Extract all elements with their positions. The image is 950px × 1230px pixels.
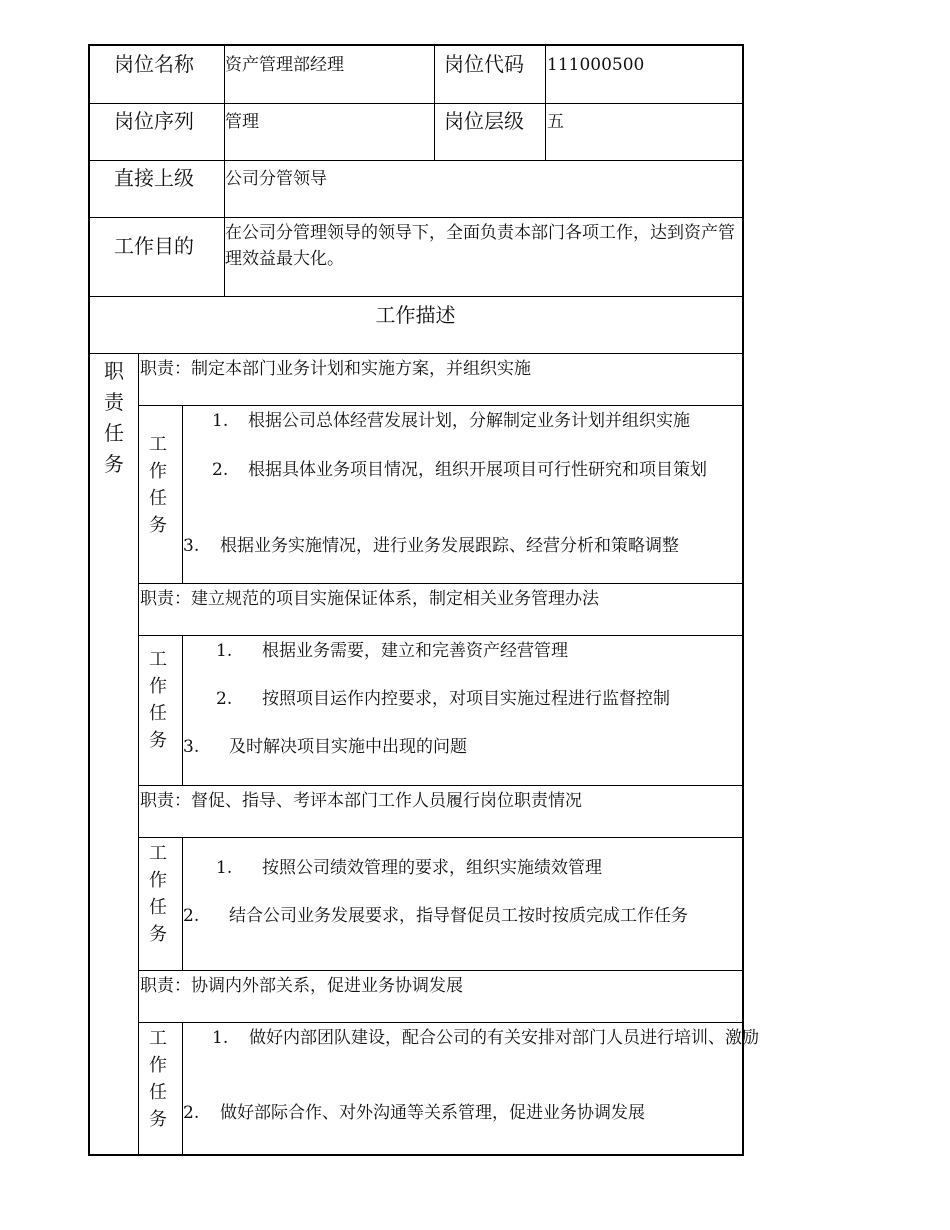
level-label: 岗位层级 (444, 109, 524, 133)
duty-3-title: 职责：督促、指导、考评本部门工作人员履行岗位职责情况 (140, 791, 582, 811)
superior-value: 公司分管领导 (225, 169, 327, 189)
purpose-label: 工作目的 (114, 234, 194, 258)
duty-2-title: 职责：建立规范的项目实施保证体系，制定相关业务管理办法 (140, 589, 599, 609)
position-code-value: 111000500 (547, 55, 645, 75)
position-name-value: 资产管理部经理 (225, 55, 344, 75)
task-label-1: 工 作 任 务 (149, 434, 167, 536)
sequence-label: 岗位序列 (114, 109, 194, 133)
duty-2-task-2: 2. 按照项目运作内控要求，对项目实施过程进行监督控制 (216, 689, 670, 709)
duty-2-task-3: 3. 及时解决项目实施中出现的问题 (183, 737, 467, 757)
duty-1-title: 职责：制定本部门业务计划和实施方案，并组织实施 (140, 359, 531, 379)
duty-1-task-3: 3. 根据业务实施情况，进行业务发展跟踪、经营分析和策略调整 (183, 536, 679, 556)
task-label-3: 工 作 任 务 (149, 843, 167, 945)
duty-2-task-1: 1. 根据业务需要，建立和完善资产经营管理 (216, 641, 568, 661)
task-label-2: 工 作 任 务 (149, 649, 167, 751)
position-name-label: 岗位名称 (114, 52, 194, 76)
sequence-value: 管理 (225, 112, 259, 132)
task-label-4: 工 作 任 务 (149, 1028, 167, 1130)
position-code-label: 岗位代码 (444, 52, 524, 76)
superior-label: 直接上级 (114, 166, 194, 190)
duty-1-task-1: 1. 根据公司总体经营发展计划，分解制定业务计划并组织实施 (212, 411, 690, 431)
duty-3-task-1: 1. 按照公司绩效管理的要求，组织实施绩效管理 (216, 858, 602, 878)
duty-section-label: 职 责 任 务 (104, 359, 124, 476)
duty-4-title: 职责：协调内外部关系，促进业务协调发展 (140, 976, 463, 996)
duty-1-task-2: 2. 根据具体业务项目情况，组织开展项目可行性研究和项目策划 (212, 460, 707, 480)
duty-3-task-2: 2. 结合公司业务发展要求，指导督促员工按时按质完成工作任务 (183, 906, 688, 926)
duty-4-task-1: 1. 做好内部团队建设，配合公司的有关安排对部门人员进行培训、激励 (212, 1028, 759, 1048)
description-title: 工作描述 (375, 303, 456, 327)
level-value: 五 (547, 112, 564, 132)
duty-4-task-2: 2. 做好部际合作、对外沟通等关系管理，促进业务协调发展 (183, 1103, 645, 1123)
purpose-value: 在公司分管理领导的领导下，全面负责本部门各项工作，达到资产管理效益最大化。 (225, 223, 735, 269)
